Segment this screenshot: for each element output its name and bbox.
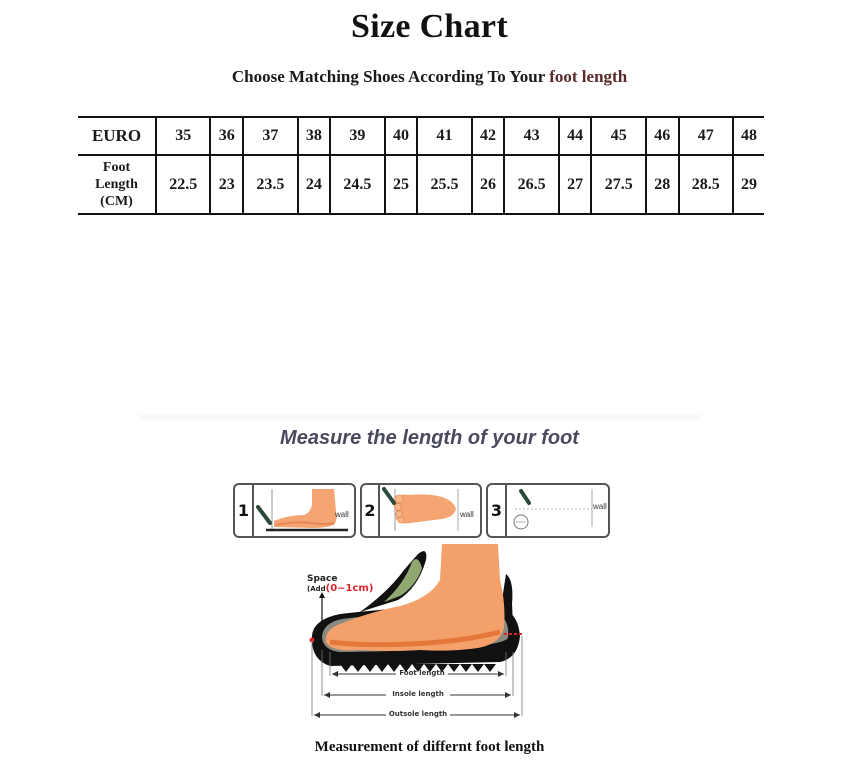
space-add-line xyxy=(307,584,373,594)
step-3-illustration xyxy=(507,485,608,536)
page-subtitle xyxy=(0,67,859,87)
foot-length-cell: 27.5 xyxy=(591,155,645,214)
header-line: Length xyxy=(95,177,138,192)
step-1-panel xyxy=(233,483,356,538)
wall-label: wall xyxy=(593,502,607,511)
euro-size-cell: 45 xyxy=(591,117,645,155)
euro-size-cell: 36 xyxy=(210,117,243,155)
euro-size-cell: 48 xyxy=(733,117,764,155)
foot-length-cell: 24 xyxy=(298,155,331,214)
step-2-panel xyxy=(360,483,482,538)
step-number: 1 xyxy=(235,485,254,536)
foot-length-cell: 23 xyxy=(210,155,243,214)
space-label xyxy=(307,574,373,594)
wall-label: wall xyxy=(460,510,474,519)
foot-length-row-header xyxy=(78,155,156,214)
euro-size-cell: 39 xyxy=(330,117,384,155)
measurement-caption: Measurement of differnt foot length xyxy=(314,739,545,755)
foot-length-cell: 23.5 xyxy=(243,155,297,214)
foot-length-cell: 28 xyxy=(646,155,679,214)
section-divider xyxy=(140,413,700,421)
space-add-prefix: (Add xyxy=(307,585,326,593)
euro-size-cell: 47 xyxy=(679,117,733,155)
foot-length-cell: 26.5 xyxy=(504,155,558,214)
shoe-measurement-diagram xyxy=(300,540,530,720)
insole-length-label: Insole length xyxy=(392,690,444,698)
foot-length-cell: 28.5 xyxy=(679,155,733,214)
foot-length-cell: 27 xyxy=(559,155,592,214)
foot-length-cell: 25.5 xyxy=(417,155,471,214)
euro-size-row xyxy=(78,117,764,155)
foot-length-cell: 26 xyxy=(472,155,505,214)
euro-size-cell: 41 xyxy=(417,117,471,155)
wall-label: wall xyxy=(335,510,349,519)
subtitle-highlight: foot length xyxy=(549,67,628,86)
euro-size-cell: 40 xyxy=(385,117,418,155)
space-title: Space xyxy=(307,574,338,584)
step-number: 3 xyxy=(488,485,507,536)
step-1-illustration xyxy=(254,485,354,536)
foot-length-cell: 24.5 xyxy=(330,155,384,214)
header-line: Foot xyxy=(102,160,131,175)
foot-length-cell: 29 xyxy=(733,155,764,214)
foot-length-cell: 22.5 xyxy=(156,155,210,214)
foot-length-cell: 25 xyxy=(385,155,418,214)
size-chart-table xyxy=(78,116,764,215)
euro-size-cell: 38 xyxy=(298,117,331,155)
header-line: (CM) xyxy=(100,194,133,209)
foot-length-label: Foot length xyxy=(399,669,445,677)
euro-size-cell: 43 xyxy=(504,117,558,155)
euro-size-cell: 37 xyxy=(243,117,297,155)
euro-row-header: EURO xyxy=(91,126,142,145)
subtitle-text: Choose Matching Shoes According To Your xyxy=(231,67,545,86)
step-3-panel xyxy=(486,483,610,538)
step-number: 2 xyxy=(362,485,380,536)
space-add-value: (0~1cm) xyxy=(325,583,374,594)
outsole-length-label: Outsole length xyxy=(388,710,448,718)
euro-size-cell: 35 xyxy=(156,117,210,155)
step-2-illustration xyxy=(380,485,480,536)
euro-size-cell: 44 xyxy=(559,117,592,155)
measure-steps xyxy=(233,483,610,538)
euro-size-cell: 46 xyxy=(646,117,679,155)
foot-length-row xyxy=(78,155,764,214)
measure-title: Measure the length of your foot xyxy=(280,427,579,449)
page-title: Size Chart xyxy=(351,8,508,45)
euro-size-cell: 42 xyxy=(472,117,505,155)
